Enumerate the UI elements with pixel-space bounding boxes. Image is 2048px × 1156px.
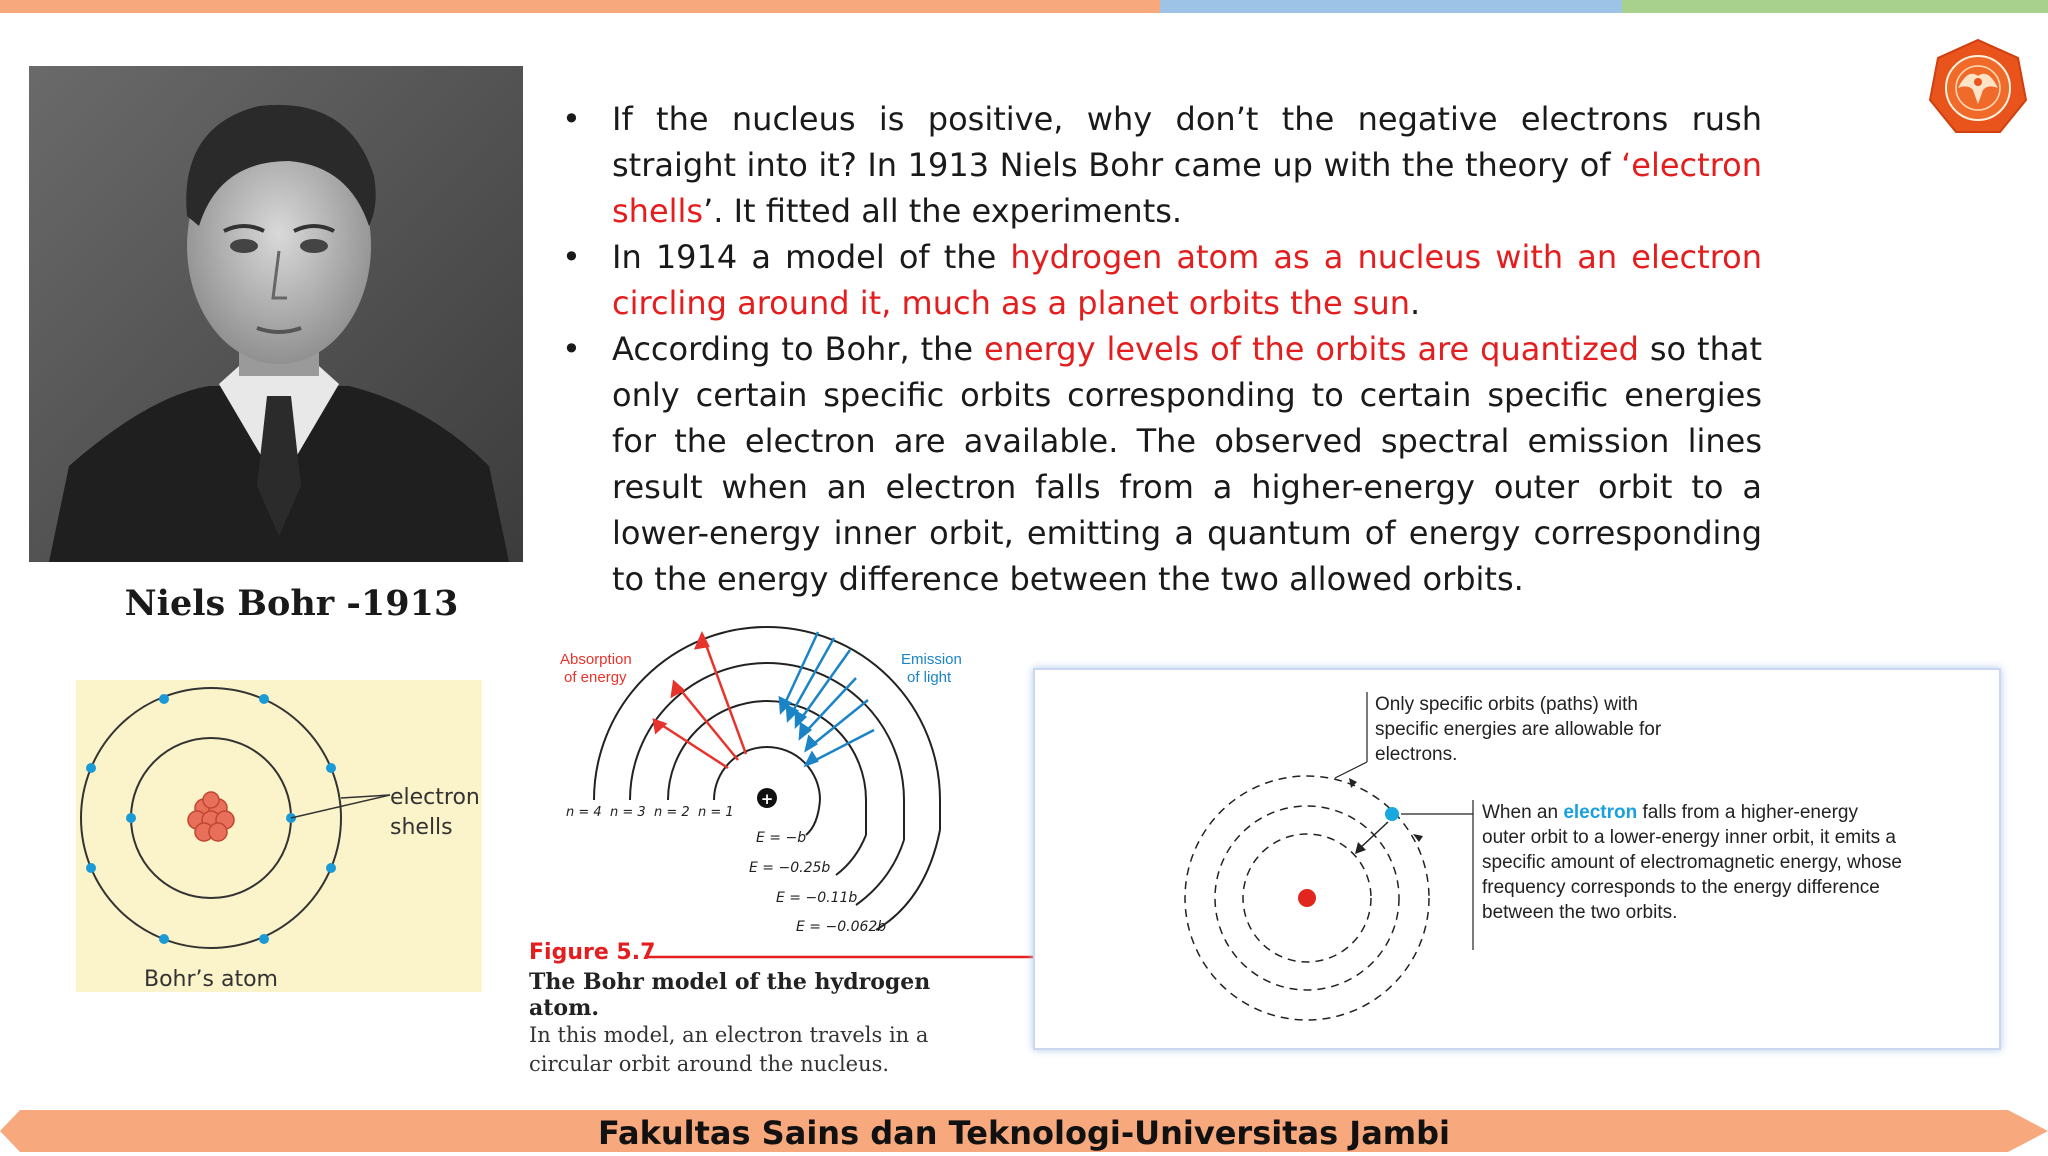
bohr-atom-diagram xyxy=(76,680,482,992)
bohr-portrait xyxy=(29,66,523,562)
energy-label: E = −b xyxy=(756,830,807,846)
note-text: falls from a higher-energy outer orbit to a lower-energy inner orbit, it emits a specific amount of electromagnetic energy, whose frequency corresponds to the energy difference between the two orbits. xyxy=(1482,802,1902,923)
hydrogen-model-figure xyxy=(556,610,976,940)
top-strip-orange xyxy=(0,0,1160,13)
bullet-item xyxy=(562,96,1762,234)
bullet-marker: • xyxy=(562,330,581,368)
energy-label: E = −0.25b xyxy=(749,860,831,876)
note-text: When an xyxy=(1482,802,1564,823)
bullet-text: so that only certain specific orbits corresponding to certain specific energies for the electron are available. The observed spectral emission lines result when an electron falls from a higher-energy outer orbit to a lower-energy inner orbit, emitting a quantum of energy corresponding to the energy difference between the two allowed orbits. xyxy=(612,330,1762,598)
nucleus-icon xyxy=(188,792,234,841)
n-label: n = 1 xyxy=(698,805,734,820)
bullet-list xyxy=(562,96,1762,602)
electron-fall-note xyxy=(1482,800,1902,925)
energy-label: E = −0.062b xyxy=(796,919,887,935)
shells-label-2: shells xyxy=(390,815,453,840)
figure-description: In this model, an electron travels in a circular orbit around the nucleus. xyxy=(529,1023,929,1076)
shells-label-1: electron xyxy=(390,785,480,810)
bullet-marker: • xyxy=(562,100,581,138)
top-strip-green xyxy=(1622,0,2048,13)
bullet-item xyxy=(562,326,1762,602)
nucleus xyxy=(1298,889,1316,907)
bullet-highlight: energy levels of the orbits are quantized xyxy=(984,330,1639,368)
university-seal-icon xyxy=(1928,38,2028,138)
bullet-text: . xyxy=(1410,284,1421,322)
emission-label: Emission xyxy=(901,651,962,668)
bullet-text: ’. It fitted all the experiments. xyxy=(703,192,1183,230)
electron xyxy=(1385,807,1399,821)
n-label: n = 4 xyxy=(566,805,602,820)
orbit-explanation-panel xyxy=(1033,668,2001,1050)
footer-text: Fakultas Sains dan Teknologi-Universitas Jambi xyxy=(597,1114,1450,1152)
absorption-label-2: of energy xyxy=(564,669,627,686)
absorption-arrows xyxy=(654,634,746,768)
top-color-strip xyxy=(0,0,2048,13)
bullet-highlight: ‘electron shells xyxy=(612,146,1762,230)
n-label: n = 3 xyxy=(610,805,646,820)
energy-label: E = −0.11b xyxy=(776,890,858,906)
bullet-text: If the nucleus is positive, why don’t the negative electrons rush straight into it? In 1913 Niels Bohr came up with the theory of xyxy=(612,100,1762,184)
absorption-label: Absorption xyxy=(560,651,632,668)
bullet-marker: • xyxy=(562,238,581,276)
bullet-text: In 1914 a model of the xyxy=(612,238,1011,276)
emission-label-2: of light xyxy=(907,669,952,686)
atom-caption: Bohr’s atom xyxy=(144,967,278,992)
bullet-item xyxy=(562,234,1762,326)
figure-label: Figure 5.7 xyxy=(529,940,656,965)
portrait-caption: Niels Bohr -1913 xyxy=(124,583,459,624)
figure-title: The Bohr model of the hydrogen atom. xyxy=(529,969,931,1021)
n-label: n = 2 xyxy=(654,805,690,820)
nucleus-symbol: + xyxy=(760,790,774,808)
bullet-text: According to Bohr, the xyxy=(612,330,985,368)
electron-word: electron xyxy=(1563,802,1638,823)
orbit-note: Only specific orbits (paths) with specific energies are allowable for electrons. xyxy=(1375,694,1662,765)
top-strip-blue xyxy=(1160,0,1622,13)
bullet-highlight: hydrogen atom as a nucleus with an electron circling around it, much as a planet orbits the sun xyxy=(612,238,1763,322)
